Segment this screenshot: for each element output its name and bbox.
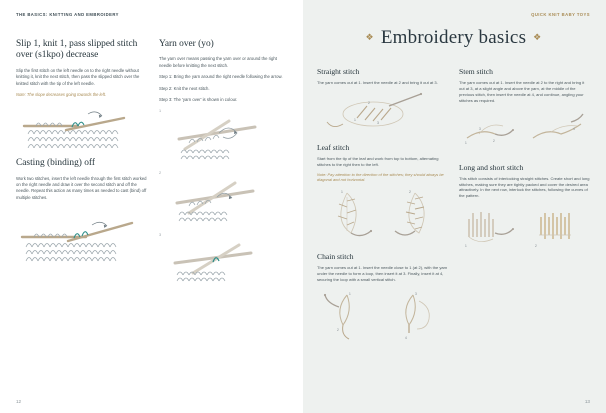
- heading-stem-stitch: Stem stitch: [459, 67, 493, 76]
- marker-label-ls-1: 1: [465, 244, 467, 249]
- figure-long-short-stitch: [459, 203, 590, 257]
- step-marker-1: 1: [159, 109, 162, 114]
- section-note-s1kpo: Note: The slope decreases going towards the left.: [16, 92, 107, 98]
- running-head-left: THE BASICS: KNITTING AND EMBROIDERY: [16, 12, 119, 17]
- text-leaf-stitch: Start from the tip of the leaf and work from top to bottom, alternating stitches to the right then to the left.: [317, 155, 439, 167]
- heading-chain-stitch: Chain stitch: [317, 252, 354, 262]
- yarn-over-step-2: Step 2: Knit the next stitch.: [159, 85, 210, 91]
- marker-label-leaf-1: 1: [341, 190, 343, 195]
- section-title-s1kpo: Slip 1, knit 1, pass slipped stitch over (s1kpo) decrease: [16, 39, 138, 61]
- heading-long-short-stitch: Long and short stitch: [459, 162, 524, 172]
- marker-label-stem-4: 4: [573, 126, 575, 131]
- figure-yarn-over-1: [159, 109, 290, 161]
- text-stem-stitch: The yarn comes out at 1. Insert the needle at 2 to the right and bring it out at 3, at a slight angle and above the yarn, at the middle of the previous stitch, then insert the needle at 4, and continue, angling your stitches as required.: [459, 80, 585, 103]
- diamond-ornament-right: ❖: [533, 32, 542, 42]
- right-column-2: [459, 67, 590, 356]
- running-head-right: QUICK KNIT BABY TOYS: [531, 12, 590, 17]
- diamond-ornament-left: ❖: [365, 32, 374, 42]
- heading-leaf-stitch: Leaf stitch: [317, 142, 350, 152]
- heading-straight-stitch: Straight stitch: [317, 67, 360, 76]
- marker-label-chain-3: 3: [415, 291, 417, 296]
- block-stem-stitch: [459, 67, 590, 154]
- block-leaf-stitch: [317, 143, 448, 243]
- text-long-short-stitch: This stitch consists of interlocking straight stitches. Create short and long stitches, making sure they are tightly packed and cover the desired area attractively. In the next row, interlock the stitches, following the curves of the pattern.: [459, 175, 590, 199]
- figure-leaf-stitch: [317, 187, 448, 243]
- figure-chain-stitch: [317, 287, 448, 347]
- marker-label-chain-4: 4: [405, 335, 407, 340]
- left-columns: [16, 39, 289, 293]
- yarn-over-text-1: The yarn over means passing the yarn over or around the right needle before knitting the next stitch.: [159, 56, 277, 68]
- marker-label-leaf-2: 2: [409, 190, 411, 195]
- section-title-cast-off: Casting (binding) off: [16, 158, 95, 169]
- marker-label-stem-2: 2: [493, 138, 495, 143]
- right-page: [303, 0, 606, 413]
- marker-label-1: 1: [354, 117, 356, 122]
- block-chain-stitch: [317, 252, 448, 347]
- section-text-s1kpo: Slip the first stitch on the left needle on to the right needle without knitting it, knit the next stitch, then pass the slipped stitch over the knitted stitch with the tip of the left needle.: [16, 67, 140, 86]
- marker-label-3: 3: [377, 120, 379, 125]
- yarn-over-step-3: Step 3: The 'yarn over' is shown in colour.: [159, 97, 238, 103]
- page-title-text: Embroidery basics: [380, 27, 527, 48]
- marker-label-stem-3: 3: [479, 126, 481, 131]
- page-title: [317, 27, 590, 49]
- text-straight-stitch: The yarn comes out at 1. Insert the needle at 2 and bring it out at 3.: [317, 80, 438, 85]
- figure-straight-stitch: [317, 90, 448, 134]
- marker-label-ls-2: 2: [535, 244, 537, 249]
- folio-left: 12: [16, 399, 22, 404]
- step-marker-3: 3: [159, 233, 162, 238]
- right-columns: [317, 67, 590, 356]
- figure-yarn-over-3: [159, 233, 290, 283]
- marker-label-chain-1: 1: [349, 291, 351, 296]
- text-chain-stitch: The yarn comes out at 1. Insert the needle close to 1 (at 2), with the yarn under the needle to form a loop, then insert it at 3. Finally, insert it at 4, securing the loop with a small vertical stitch.: [317, 265, 448, 282]
- step-marker-2: 2: [159, 171, 162, 176]
- left-column-1: [16, 39, 147, 293]
- section-text-cast-off: Work two stitches, insert the left needle through the first stitch worked on the right needle and draw it over the second stitch and off the needle. Repeat this action as many times as needed to cast (bind) off multiple stitches.: [16, 175, 147, 200]
- section-title-yarn-over: Yarn over (yo): [159, 39, 214, 49]
- note-leaf-stitch: Note: Pay attention to the direction of the stitches; they should always be diagonal and not horizontal.: [317, 171, 444, 183]
- block-long-short-stitch: [459, 163, 590, 258]
- folio-right: 13: [584, 399, 590, 404]
- figure-yarn-over-2: [159, 171, 290, 223]
- figure-stem-stitch: [459, 108, 590, 154]
- figure-s1kpo: [16, 104, 147, 148]
- left-column-2: [159, 39, 290, 293]
- marker-label-chain-2: 2: [337, 327, 339, 332]
- figure-cast-off: [16, 207, 147, 263]
- marker-label-2: 2: [368, 100, 370, 105]
- right-column-1: [317, 67, 448, 356]
- marker-label-stem-1: 1: [465, 140, 467, 145]
- yarn-over-step-1: Step 1: Bring the yarn around the right needle following the arrow.: [159, 74, 283, 80]
- block-straight-stitch: [317, 67, 448, 134]
